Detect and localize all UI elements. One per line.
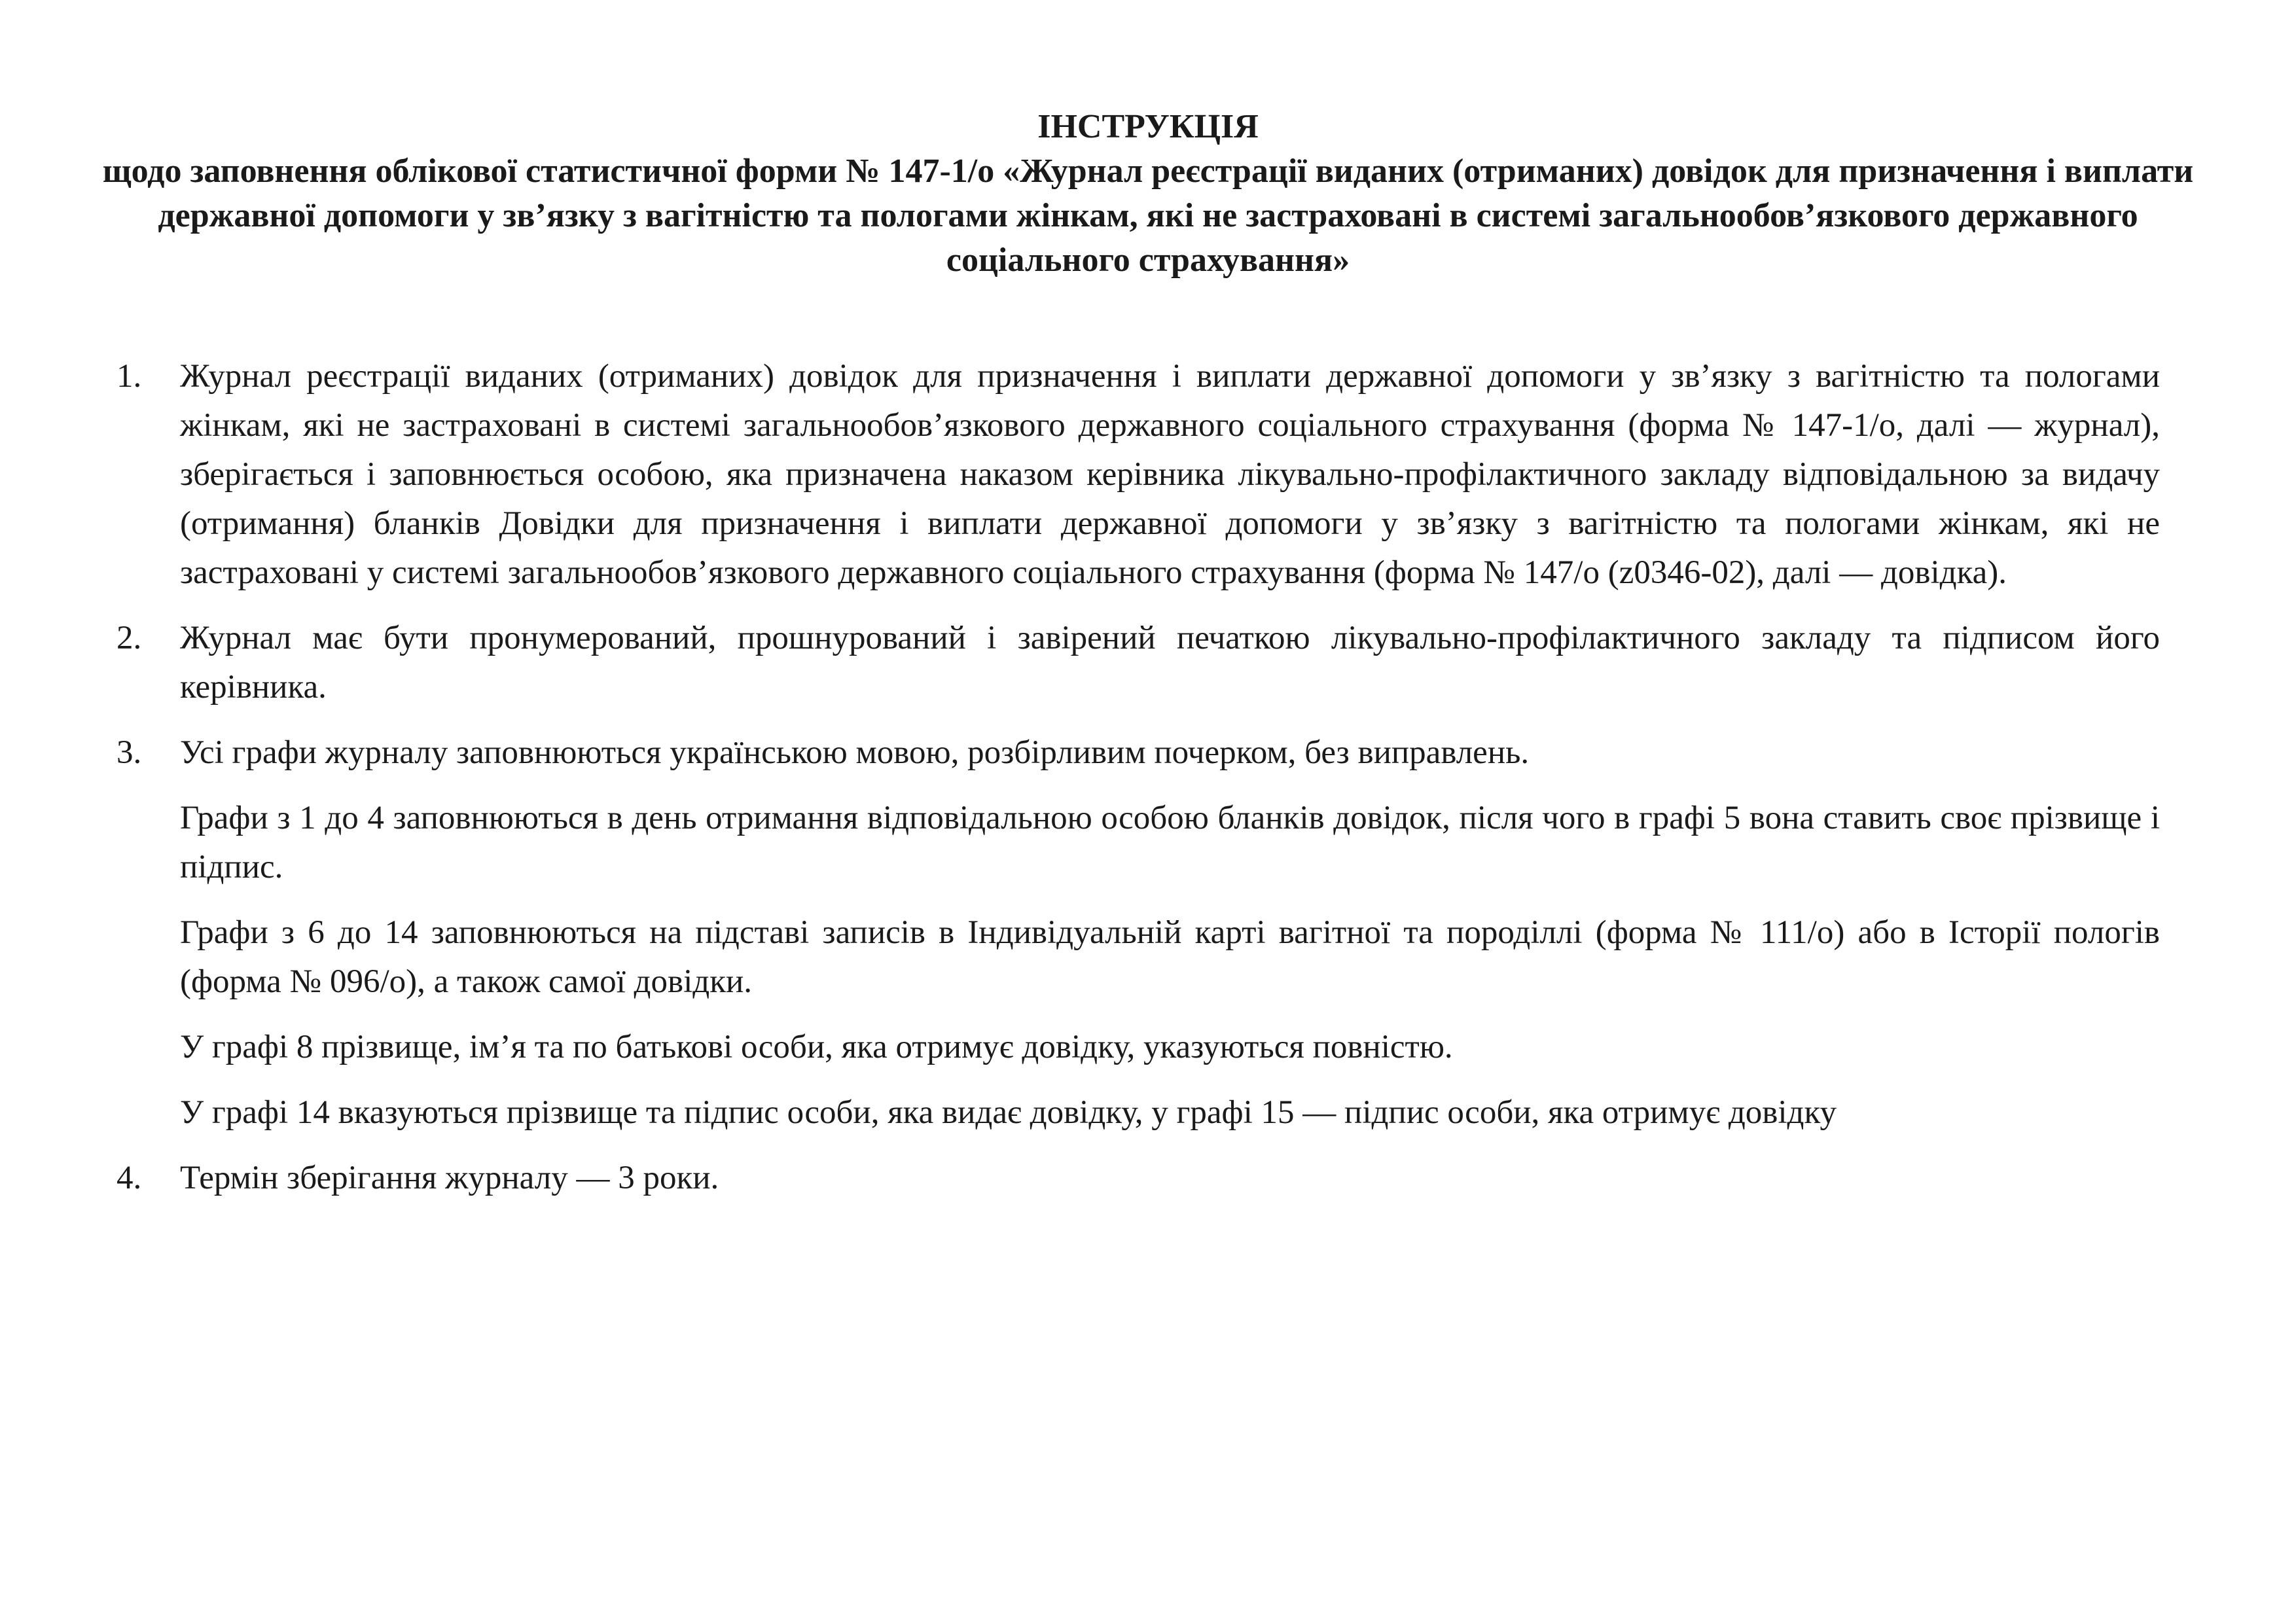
list-item-number: 2. (117, 620, 142, 656)
list-item-3-paragraph-2: Графи з 6 до 14 заповнюються на підставі записів в Індивідуальній карті вагітної та породіллі (форма № 111/о) або в Історії пологів (форма № 096/о), а також самої довідки. (180, 914, 2160, 1000)
list-item-text: Термін зберігання журналу — 3 роки. (180, 1160, 719, 1196)
list-item-1 (117, 352, 2160, 597)
list-item-number: 4. (117, 1160, 142, 1196)
document-subtitle: щодо заповнення облікової статистичної форми № 147-1/о «Журнал реєстрації виданих (отриманих) довідок для призначення і виплати державної допомоги у зв’язку з вагітністю та пологами жінкам, які не застраховані в системі загальнообов’язкового державного соціального страхування» (102, 152, 2194, 279)
list-item-text: Журнал має бути пронумерований, прошнурований і завірений печаткою лікувально-профілактичного закладу та підписом його керівника. (180, 620, 2160, 705)
list-item-3-paragraph-1: Графи з 1 до 4 заповнюються в день отримання відповідальною особою бланків довідок, після чого в графі 5 вона ставить своє прізвище і підпис. (180, 800, 2160, 885)
list-item-number: 1. (117, 358, 142, 395)
list-item-3-paragraph-3: У графі 8 прізвище, ім’я та по батькові особи, яка отримує довідку, указуються повністю. (180, 1029, 1453, 1065)
list-item-text: Журнал реєстрації виданих (отриманих) довідок для призначення і виплати державної допомоги у зв’язку з вагітністю та пологами жінкам, які не застраховані в системі загальнообов’язкового державного соціального страхування (форма № 147-1/о, далі — журнал), зберігається і заповнюється особою, яка призначена наказом керівника лікувально-профілактичного закладу відповідальною за видачу (отримання) бланків Довідки для призначення і виплати державної допомоги у зв’язку з вагітністю та пологами жінкам, які не застраховані у системі загальнообов’язкового державного соціального страхування (форма № 147/о (z0346-02), далі — довідка). (180, 358, 2160, 591)
list-item-3-paragraph-4: У графі 14 вказуються прізвище та підпис особи, яка видає довідку, у графі 15 — підпис особи, яка отримує довідку (180, 1094, 1837, 1131)
document-title: ІНСТРУКЦІЯ (1037, 108, 1259, 145)
list-item-number: 3. (117, 734, 142, 771)
document-heading (98, 105, 2198, 283)
list-item-2 (117, 614, 2160, 712)
list-item-text: Усі графи журналу заповнюються українською мовою, розбірливим почерком, без виправлень. (180, 734, 1530, 771)
list-item-3 (117, 728, 2160, 777)
instruction-list (117, 352, 2160, 1219)
list-item-4 (117, 1154, 2160, 1203)
